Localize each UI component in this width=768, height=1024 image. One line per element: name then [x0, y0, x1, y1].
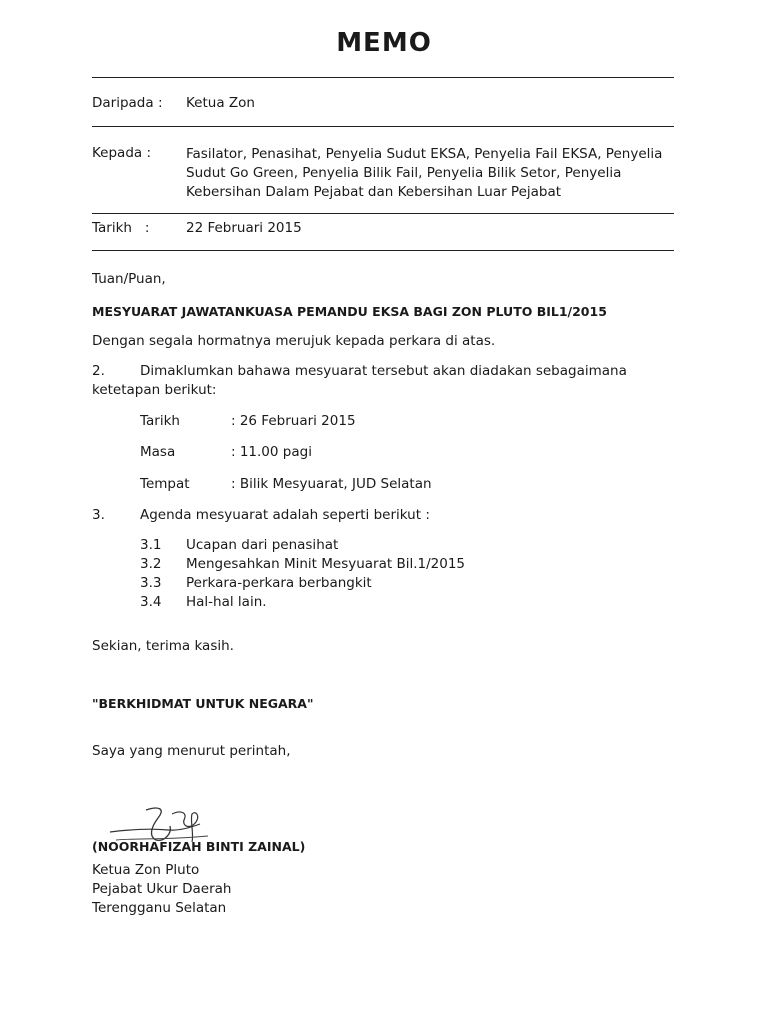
detail-value: : Bilik Mesyuarat, JUD Selatan	[231, 476, 432, 492]
sign-off: Saya yang menurut perintah,	[92, 743, 291, 759]
agenda-number: 3.4	[140, 594, 162, 610]
detail-label: Tarikh	[140, 413, 180, 429]
motto: "BERKHIDMAT UNTUK NEGARA"	[92, 696, 314, 711]
intro-paragraph: Dengan segala hormatnya merujuk kepada perkara di atas.	[92, 333, 496, 349]
agenda-item: Perkara-perkara berbangkit	[186, 575, 372, 591]
agenda-number: 3.3	[140, 575, 162, 591]
paragraph-text: Dimaklumkan bahawa mesyuarat tersebut akan diadakan sebagaimana	[140, 363, 627, 379]
agenda-item: Mengesahkan Minit Mesyuarat Bil.1/2015	[186, 556, 465, 572]
detail-label: Masa	[140, 444, 176, 460]
divider	[92, 250, 674, 251]
divider	[92, 126, 674, 127]
paragraph-text: Agenda mesyuarat adalah seperti berikut :	[140, 507, 430, 523]
date-label: Tarikh :	[92, 220, 150, 236]
date-value: 22 Februari 2015	[186, 220, 302, 236]
paragraph-number: 3.	[92, 507, 105, 523]
from-label: Daripada :	[92, 95, 163, 111]
paragraph-number: 2.	[92, 363, 105, 379]
signatory-title: Ketua Zon Pluto	[92, 862, 200, 878]
agenda-number: 3.2	[140, 556, 162, 572]
closing: Sekian, terima kasih.	[92, 638, 234, 654]
signatory-office: Pejabat Ukur Daerah	[92, 881, 232, 897]
detail-value: : 11.00 pagi	[231, 444, 312, 460]
agenda-number: 3.1	[140, 537, 162, 553]
signatory-location: Terengganu Selatan	[92, 900, 227, 916]
salutation: Tuan/Puan,	[92, 271, 166, 287]
memo-title: MEMO	[336, 28, 432, 58]
signatory-name: (NOORHAFIZAH BINTI ZAINAL)	[92, 839, 306, 854]
to-label: Kepada :	[92, 145, 152, 161]
divider	[92, 77, 674, 78]
subject: MESYUARAT JAWATANKUASA PEMANDU EKSA BAGI ZON PLUTO BIL1/2015	[92, 304, 607, 319]
agenda-item: Ucapan dari penasihat	[186, 537, 339, 553]
paragraph-text: ketetapan berikut:	[92, 382, 217, 398]
to-value: Fasilator, Penasihat, Penyelia Sudut EKSA, Penyelia Fail EKSA, Penyelia Sudut Go Green, Penyelia Bilik Fail, Penyelia Bilik Setor, Penyelia Kebersihan Dalam Pejabat dan Kebersihan Luar Pejabat	[186, 146, 663, 200]
divider	[92, 213, 674, 214]
from-value: Ketua Zon	[186, 95, 255, 111]
detail-label: Tempat	[140, 476, 190, 492]
detail-value: : 26 Februari 2015	[231, 413, 356, 429]
agenda-item: Hal-hal lain.	[186, 594, 267, 610]
